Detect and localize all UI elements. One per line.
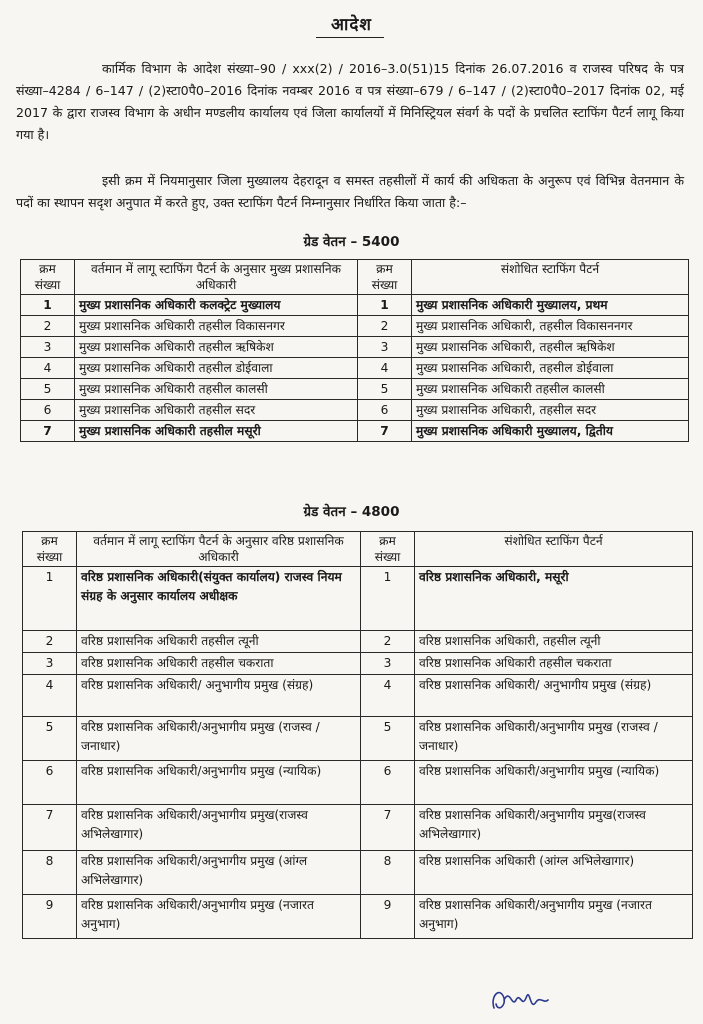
current-post: मुख्य प्रशासनिक अधिकारी तहसील डोईवाला xyxy=(75,358,358,379)
revised-row-number: 7 xyxy=(361,805,415,851)
row-number: 7 xyxy=(21,421,75,442)
page-title: आदेश xyxy=(331,15,372,35)
table-row xyxy=(21,337,689,358)
table-row xyxy=(23,851,693,895)
grade-4800-heading: ग्रेड वेतन – 4800 xyxy=(303,504,400,520)
revised-post: वरिष्ठ प्रशासनिक अधिकारी/अनुभागीय प्रमुख (राजस्व / जनाधार) xyxy=(415,717,693,761)
current-post: वरिष्ठ प्रशासनिक अधिकारी(संयुक्त कार्यालय) राजस्व नियम संग्रह के अनुसार कार्यालय अधीक्षक xyxy=(77,567,361,631)
current-post: वरिष्ठ प्रशासनिक अधिकारी तहसील चकराता xyxy=(77,653,361,675)
revised-row-number: 5 xyxy=(358,379,412,400)
current-post: वरिष्ठ प्रशासनिक अधिकारी/अनुभागीय प्रमुख (नजारत अनुभाग) xyxy=(77,895,361,939)
revised-post: वरिष्ठ प्रशासनिक अधिकारी/ अनुभागीय प्रमुख (संग्रह) xyxy=(415,675,693,717)
revised-post: मुख्य प्रशासनिक अधिकारी, तहसील सदर xyxy=(412,400,689,421)
row-number: 3 xyxy=(23,653,77,675)
revised-row-number: 6 xyxy=(361,761,415,805)
grade-5400-table xyxy=(20,259,689,442)
revised-row-number: 8 xyxy=(361,851,415,895)
header-revised-pattern: संशोधित स्टाफिंग पैटर्न xyxy=(415,532,693,567)
current-post: वरिष्ठ प्रशासनिक अधिकारी/अनुभागीय प्रमुख (न्यायिक) xyxy=(77,761,361,805)
table-header-row xyxy=(23,532,693,567)
revised-post: वरिष्ठ प्रशासनिक अधिकारी/अनुभागीय प्रमुख (न्यायिक) xyxy=(415,761,693,805)
revised-row-number: 3 xyxy=(361,653,415,675)
header-current-pattern: वर्तमान में लागू स्टाफिंग पैटर्न के अनुसार मुख्य प्रशासनिक अधिकारी xyxy=(75,260,358,295)
revised-row-number: 4 xyxy=(358,358,412,379)
revised-row-number: 6 xyxy=(358,400,412,421)
table-row xyxy=(23,717,693,761)
revised-row-number: 2 xyxy=(361,631,415,653)
grade-5400-heading: ग्रेड वेतन – 5400 xyxy=(303,234,400,250)
revised-post: वरिष्ठ प्रशासनिक अधिकारी, तहसील त्यूनी xyxy=(415,631,693,653)
current-post: मुख्य प्रशासनिक अधिकारी तहसील मसूरी xyxy=(75,421,358,442)
table-row xyxy=(21,295,689,316)
order-paragraph-2-text: इसी क्रम में नियमानुसार जिला मुख्यालय देहरादून व समस्त तहसीलों में कार्य की अधिकता के अनुरूप एवं विभिन्न वेतनमान के पदों का स्थापन सदृश अनुपात में करते हुए, उक्त स्टाफिंग पैटर्न निम्नानुसार निर्धारित किया जाता है:– xyxy=(16,173,684,210)
revised-post: वरिष्ठ प्रशासनिक अधिकारी/अनुभागीय प्रमुख (नजारत अनुभाग) xyxy=(415,895,693,939)
current-post: वरिष्ठ प्रशासनिक अधिकारी/अनुभागीय प्रमुख(राजस्व अभिलेखागार) xyxy=(77,805,361,851)
table-row xyxy=(23,895,693,939)
current-post: मुख्य प्रशासनिक अधिकारी तहसील ऋषिकेश xyxy=(75,337,358,358)
row-number: 5 xyxy=(23,717,77,761)
header-sno: क्रम संख्या xyxy=(21,260,75,295)
row-number: 6 xyxy=(21,400,75,421)
header-sno-2: क्रम संख्या xyxy=(361,532,415,567)
revised-post: मुख्य प्रशासनिक अधिकारी तहसील कालसी xyxy=(412,379,689,400)
signature xyxy=(486,978,576,1018)
revised-post: वरिष्ठ प्रशासनिक अधिकारी (आंग्ल अभिलेखागार) xyxy=(415,851,693,895)
revised-post: मुख्य प्रशासनिक अधिकारी, तहसील ऋषिकेश xyxy=(412,337,689,358)
table-row xyxy=(21,316,689,337)
row-number: 1 xyxy=(23,567,77,631)
table-row xyxy=(21,379,689,400)
revised-post: मुख्य प्रशासनिक अधिकारी मुख्यालय, द्वितीय xyxy=(412,421,689,442)
header-sno-2: क्रम संख्या xyxy=(358,260,412,295)
revised-row-number: 7 xyxy=(358,421,412,442)
revised-row-number: 5 xyxy=(361,717,415,761)
order-paragraph-1 xyxy=(16,58,684,146)
current-post: वरिष्ठ प्रशासनिक अधिकारी/अनुभागीय प्रमुख (आंग्ल अभिलेखागार) xyxy=(77,851,361,895)
row-number: 2 xyxy=(21,316,75,337)
revised-post: वरिष्ठ प्रशासनिक अधिकारी/अनुभागीय प्रमुख(राजस्व अभिलेखागार) xyxy=(415,805,693,851)
revised-row-number: 2 xyxy=(358,316,412,337)
order-paragraph-1-text: कार्मिक विभाग के आदेश संख्या–90 / xxx(2) / 2016–3.0(51)15 दिनांक 26.07.2016 व राजस्व परिषद के पत्र संख्या–4284 / 6–147 / (2)स्टा0पै0–2016 दिनांक नवम्बर 2016 व पत्र संख्या–679 / 6–147 / (2)स्टा0पै0–2017 दिनांक 02, मई 2017 के द्वारा राजस्व विभाग के अधीन मण्डलीय कार्यालय एवं जिला कार्यालयों में मिनिस्ट्रियल संवर्ग के पदों के प्रचलित स्टाफिंग पैटर्न लागू किया गया है। xyxy=(16,61,684,142)
current-post: वरिष्ठ प्रशासनिक अधिकारी/ अनुभागीय प्रमुख (संग्रह) xyxy=(77,675,361,717)
table-row xyxy=(23,805,693,851)
row-number: 5 xyxy=(21,379,75,400)
current-post: वरिष्ठ प्रशासनिक अधिकारी तहसील त्यूनी xyxy=(77,631,361,653)
row-number: 4 xyxy=(23,675,77,717)
table-row xyxy=(23,631,693,653)
revised-row-number: 1 xyxy=(358,295,412,316)
revised-post: वरिष्ठ प्रशासनिक अधिकारी तहसील चकराता xyxy=(415,653,693,675)
revised-post: मुख्य प्रशासनिक अधिकारी मुख्यालय, प्रथम xyxy=(412,295,689,316)
row-number: 7 xyxy=(23,805,77,851)
revised-post: मुख्य प्रशासनिक अधिकारी, तहसील विकासननगर xyxy=(412,316,689,337)
current-post: मुख्य प्रशासनिक अधिकारी तहसील विकासनगर xyxy=(75,316,358,337)
table-header-row xyxy=(21,260,689,295)
row-number: 1 xyxy=(21,295,75,316)
table-row xyxy=(21,358,689,379)
title-underline xyxy=(316,37,384,38)
table-row xyxy=(21,400,689,421)
current-post: वरिष्ठ प्रशासनिक अधिकारी/अनुभागीय प्रमुख (राजस्व / जनाधार) xyxy=(77,717,361,761)
row-number: 2 xyxy=(23,631,77,653)
current-post: मुख्य प्रशासनिक अधिकारी तहसील सदर xyxy=(75,400,358,421)
revised-row-number: 1 xyxy=(361,567,415,631)
header-current-pattern: वर्तमान में लागू स्टाफिंग पैटर्न के अनुसार वरिष्ठ प्रशासनिक अधिकारी xyxy=(77,532,361,567)
revised-post: मुख्य प्रशासनिक अधिकारी, तहसील डोईवाला xyxy=(412,358,689,379)
row-number: 4 xyxy=(21,358,75,379)
revised-post: वरिष्ठ प्रशासनिक अधिकारी, मसूरी xyxy=(415,567,693,631)
table-row xyxy=(23,675,693,717)
row-number: 6 xyxy=(23,761,77,805)
revised-row-number: 4 xyxy=(361,675,415,717)
row-number: 9 xyxy=(23,895,77,939)
header-sno: क्रम संख्या xyxy=(23,532,77,567)
current-post: मुख्य प्रशासनिक अधिकारी तहसील कालसी xyxy=(75,379,358,400)
revised-row-number: 3 xyxy=(358,337,412,358)
table-row xyxy=(23,761,693,805)
current-post: मुख्य प्रशासनिक अधिकारी कलक्ट्रेट मुख्यालय xyxy=(75,295,358,316)
table-row xyxy=(21,421,689,442)
order-paragraph-2 xyxy=(16,170,684,214)
revised-row-number: 9 xyxy=(361,895,415,939)
row-number: 3 xyxy=(21,337,75,358)
header-revised-pattern: संशोधित स्टाफिंग पैटर्न xyxy=(412,260,689,295)
table-row xyxy=(23,653,693,675)
row-number: 8 xyxy=(23,851,77,895)
table-row xyxy=(23,567,693,631)
grade-4800-table xyxy=(22,531,693,939)
